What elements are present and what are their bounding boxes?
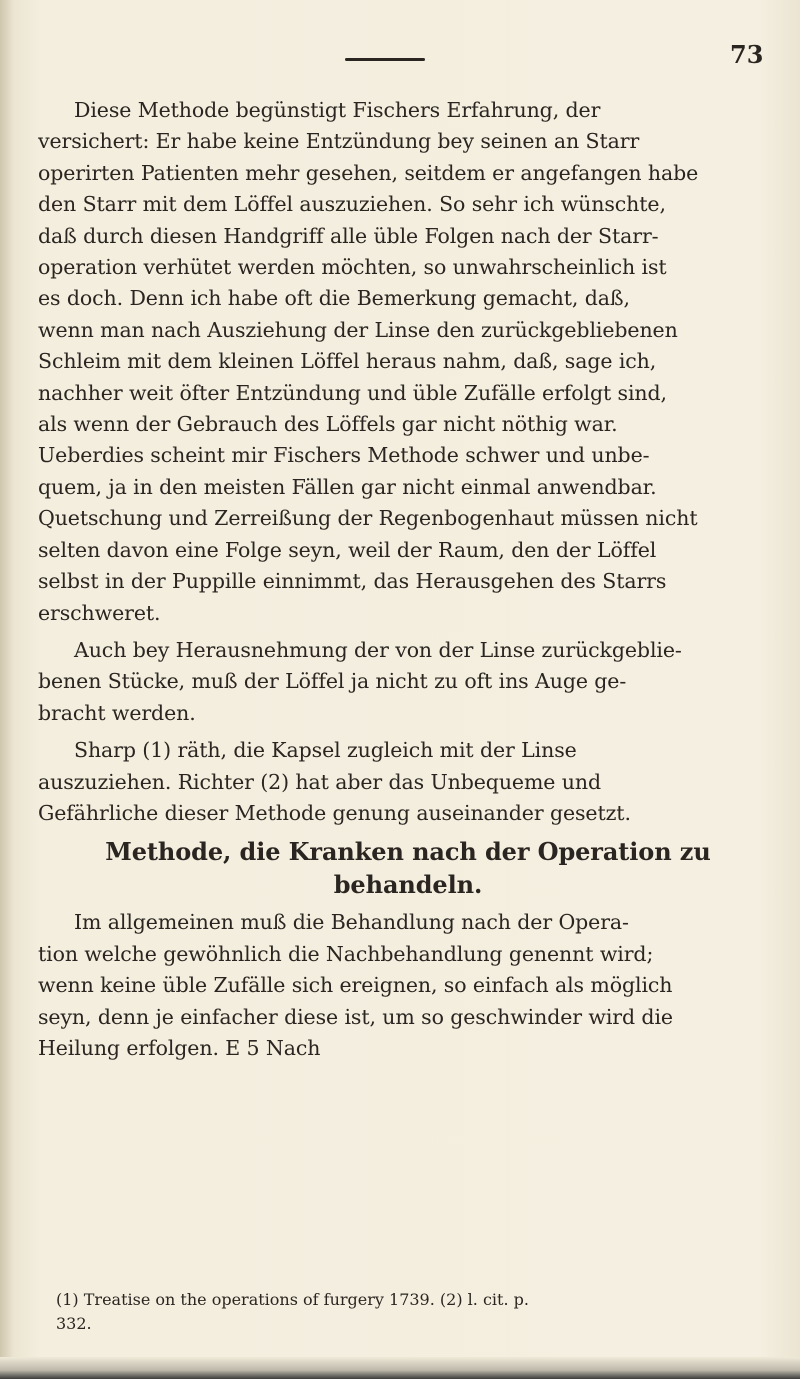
text-line: operirten Patienten mehr gesehen, seitdem er angefangen habe xyxy=(38,160,699,185)
text-line: daß durch diesen Handgriff alle üble Folgen nach der Starr- xyxy=(38,223,659,248)
text-line: Auch bey Herausnehmung der von der Linse zurückgeblie- xyxy=(74,637,682,662)
page-bottom-edge xyxy=(0,1357,800,1379)
text-line: tion welche gewöhnlich die Nachbehandlung genennt wird; xyxy=(38,941,654,966)
text-line: Schleim mit dem kleinen Löffel heraus nahm, daß, sage ich, xyxy=(38,349,657,374)
text-line: Ueberdies scheint mir Fischers Methode schwer und unbe- xyxy=(38,443,650,468)
text-line: erschweret. xyxy=(38,600,161,625)
section-heading-line-1: Methode, die Kranken nach der Operation zu xyxy=(105,837,711,867)
text-line: selten davon eine Folge seyn, weil der Raum, den der Löffel xyxy=(38,537,657,562)
text-line: es doch. Denn ich habe oft die Bemerkung gemacht, daß, xyxy=(38,286,630,311)
text-line: Quetschung und Zerreißung der Regenbogenhaut müssen nicht xyxy=(38,506,698,531)
text-line: wenn keine üble Zufälle sich ereignen, so einfach als möglich xyxy=(38,973,673,998)
text-line: bracht werden. xyxy=(38,700,196,725)
text-line: Sharp (1) räth, die Kapsel zugleich mit der Linse xyxy=(74,738,577,763)
text-line: versichert: Er habe keine Entzündung bey seinen an Starr xyxy=(38,129,640,154)
text-line: Heilung erfolgen. E 5 Nach xyxy=(38,1035,321,1060)
section-heading-line-2: behandeln. xyxy=(333,870,483,900)
text-line: den Starr mit dem Löffel auszuziehen. So sehr ich wünschte, xyxy=(38,192,666,217)
text-line: Gefährliche dieser Methode genung auseinander gesetzt. xyxy=(38,800,631,825)
text-line: Diese Methode begünstigt Fischers Erfahrung, der xyxy=(74,98,601,122)
binding-gutter xyxy=(0,0,14,1379)
text-line: auszuziehen. Richter (2) hat aber das Unbequeme und xyxy=(38,769,601,794)
text-line: als wenn der Gebrauch des Löffels gar nicht nöthig war. xyxy=(38,412,618,437)
text-line: benen Stücke, muß der Löffel ja nicht zu oft ins Auge ge- xyxy=(38,669,627,694)
text-line: wenn man nach Ausziehung der Linse den zurückgebliebenen xyxy=(38,317,678,342)
header-rule xyxy=(345,58,425,61)
text-line: nachher weit öfter Entzündung und üble Zufälle erfolgt sind, xyxy=(38,380,667,405)
text-line: Im allgemeinen muß die Behandlung nach der Opera- xyxy=(74,910,629,935)
text-line: seyn, denn je einfacher diese ist, um so geschwinder wird die xyxy=(38,1004,673,1029)
page-number: 73 xyxy=(730,40,764,69)
text-line: selbst in der Puppille einnimmt, das Herausgehen des Starrs xyxy=(38,569,667,594)
text-line: quem, ja in den meisten Fällen gar nicht einmal anwendbar. xyxy=(38,474,657,499)
footnote-line: (1) Treatise on the operations of furgery 1739. (2) l. cit. p. xyxy=(56,1290,529,1309)
text-line: operation verhütet werden möchten, so unwahrscheinlich ist xyxy=(38,255,667,280)
footnote-line: 332. xyxy=(56,1314,92,1333)
footnotes xyxy=(56,1288,776,1336)
body-text xyxy=(38,95,778,1064)
